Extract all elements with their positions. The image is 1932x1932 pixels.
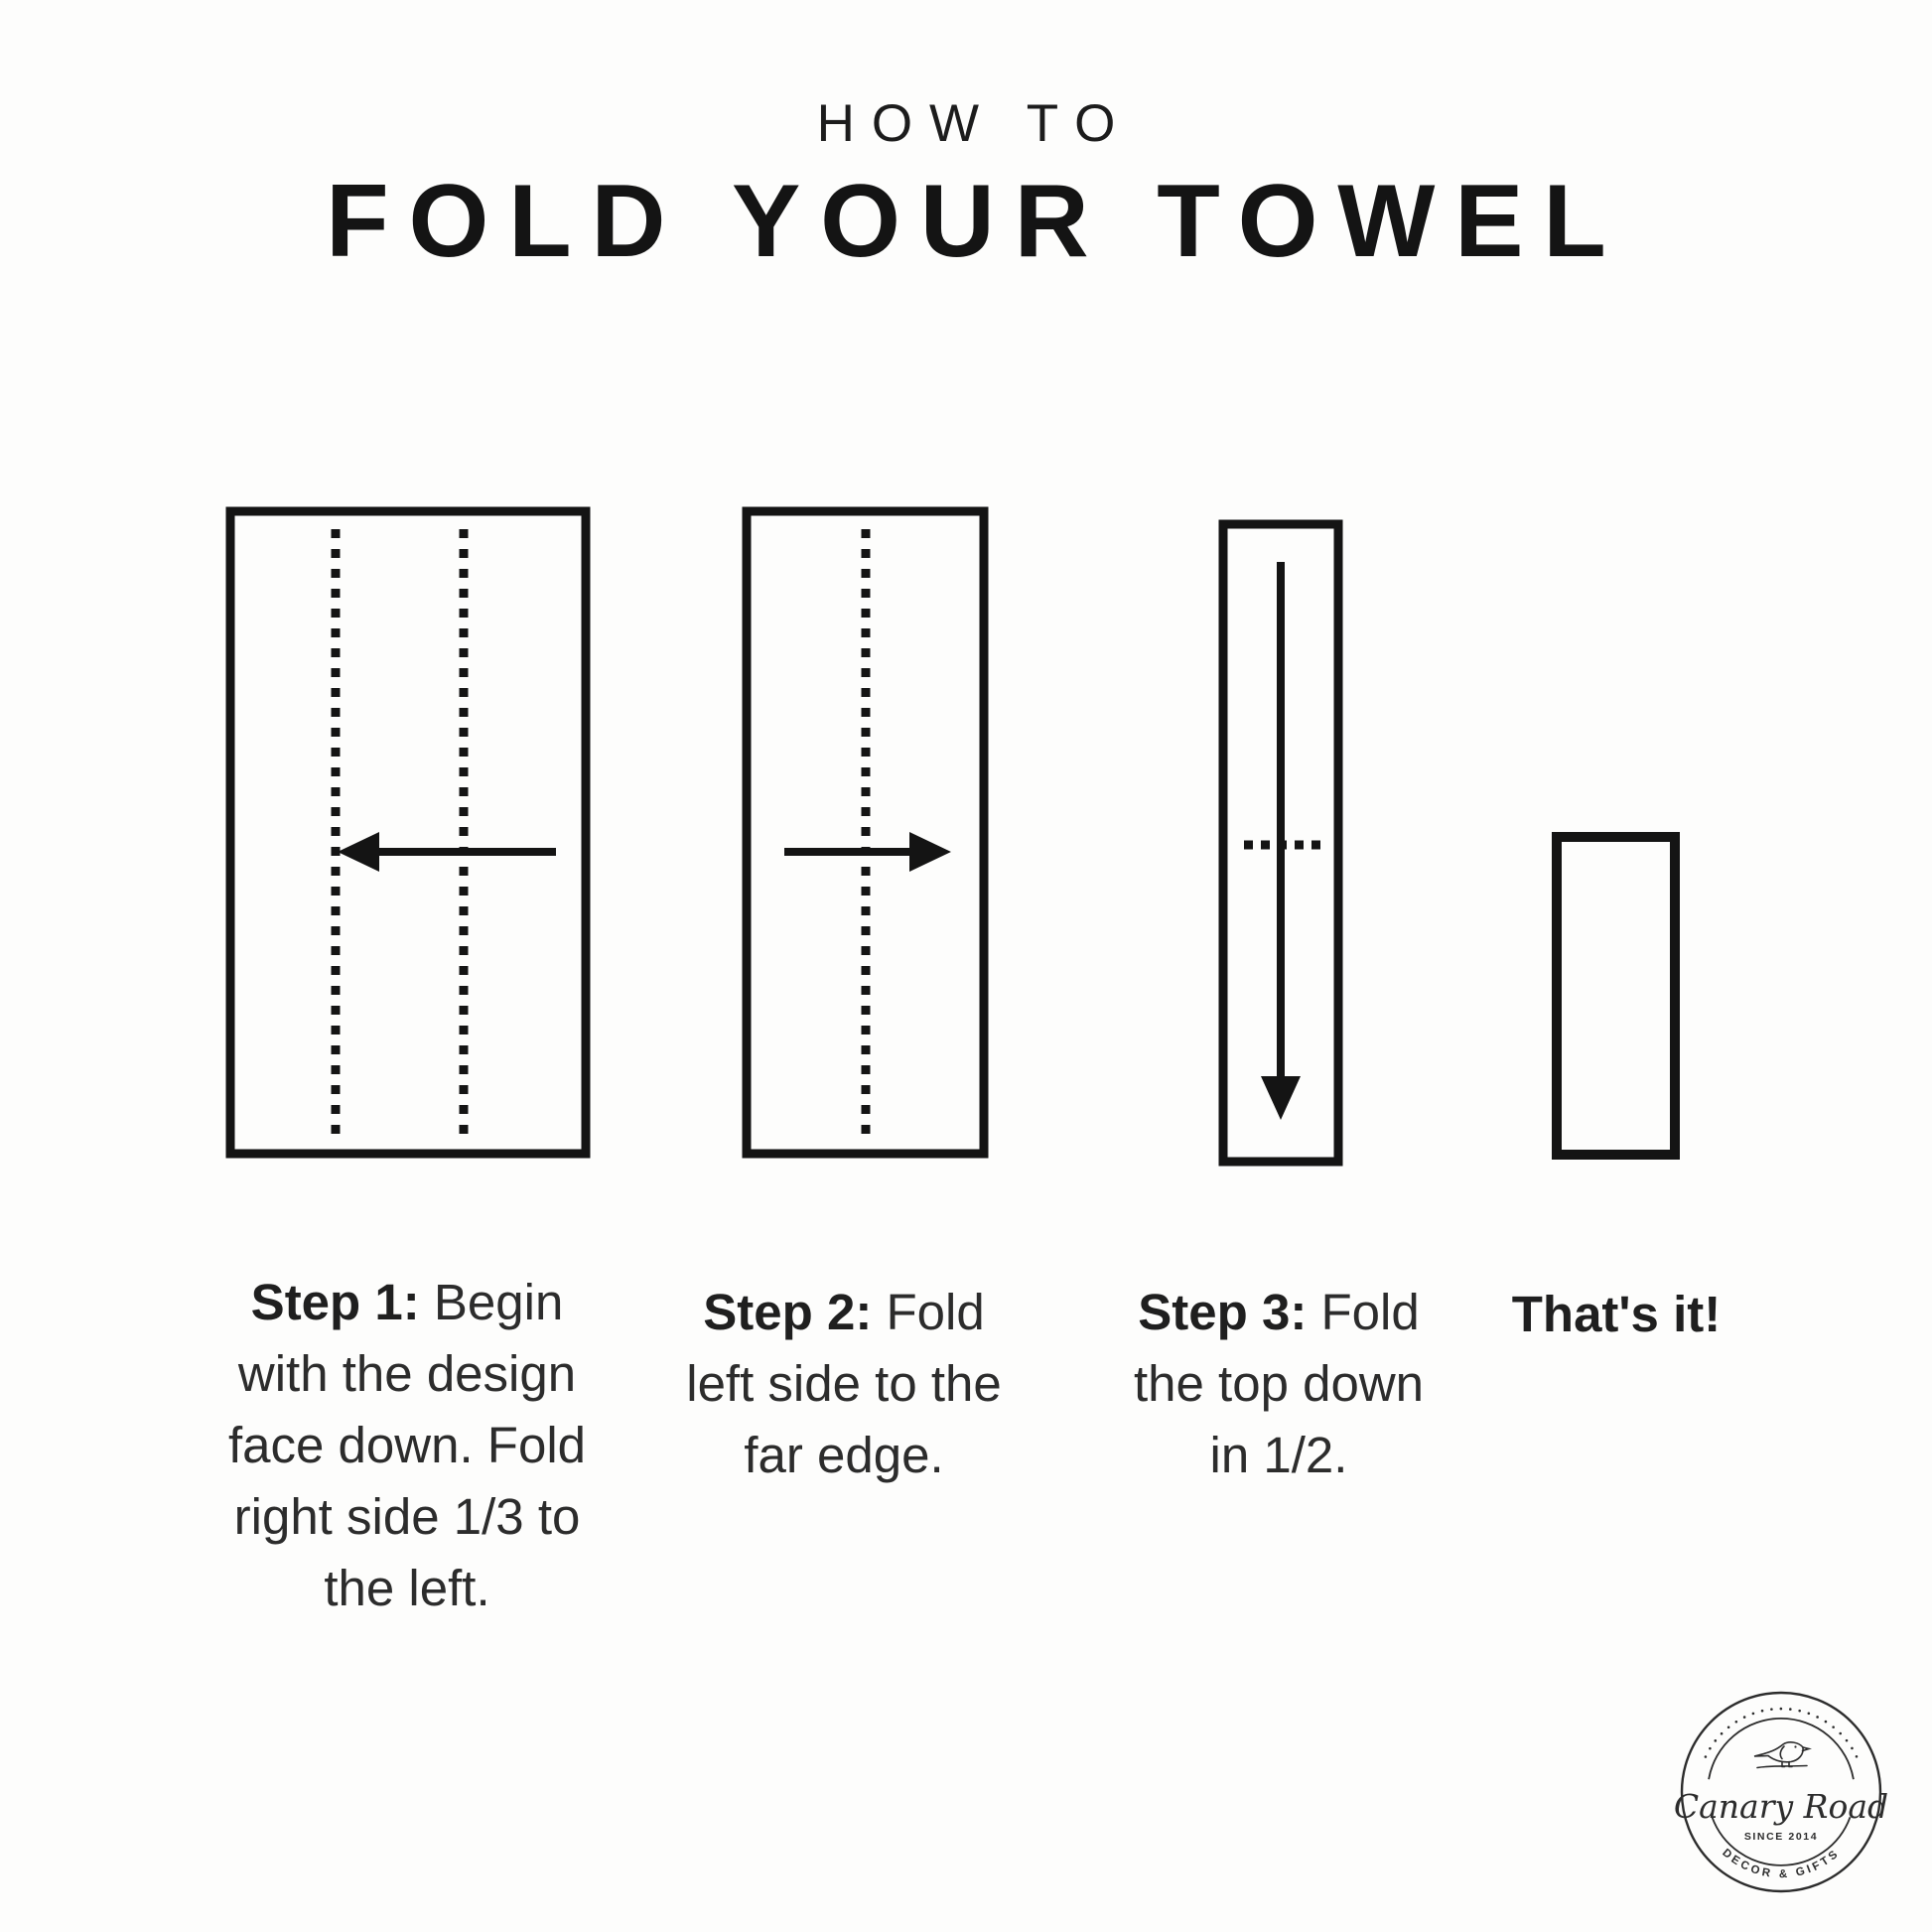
step1-towel-diagram [230,511,586,1154]
step-3-text: Fold the top down in 1/2. [1133,1284,1425,1483]
logo-tagline-text: DECOR & GIFTS [1720,1847,1843,1881]
final-towel-diagram [1557,837,1675,1155]
step-2-label: Step 2: [703,1284,873,1340]
arrow-right-head [909,832,951,872]
page-title-kicker: HOW TO [816,94,1133,153]
step-2-text: Fold left side to the far edge. [686,1284,1002,1483]
thats-it-caption: That's it! [1511,1286,1722,1342]
logo-since-text: SINCE 2014 [1743,1831,1819,1843]
logo-wordmark: Canary Road [1673,1787,1889,1826]
arrow-down-head [1261,1076,1301,1120]
towel-outline-final [1557,837,1675,1155]
step-1-caption [223,1267,591,1624]
arrow-left-head [338,832,379,872]
step-1-label: Step 1: [250,1274,420,1330]
step-3-label: Step 3: [1138,1284,1308,1340]
step-3-caption [1110,1277,1448,1491]
step-1-text: Begin with the design face down. Fold right side 1/3 to the left. [227,1274,587,1616]
page-title: FOLD YOUR TOWEL [326,164,1626,279]
step2-towel-diagram [747,511,984,1154]
step-2-caption [675,1277,1013,1491]
canary-road-logo [1672,1683,1890,1901]
bird-icon [1754,1742,1809,1768]
towel-outline-step1 [230,511,586,1154]
step3-towel-diagram [1223,524,1338,1162]
